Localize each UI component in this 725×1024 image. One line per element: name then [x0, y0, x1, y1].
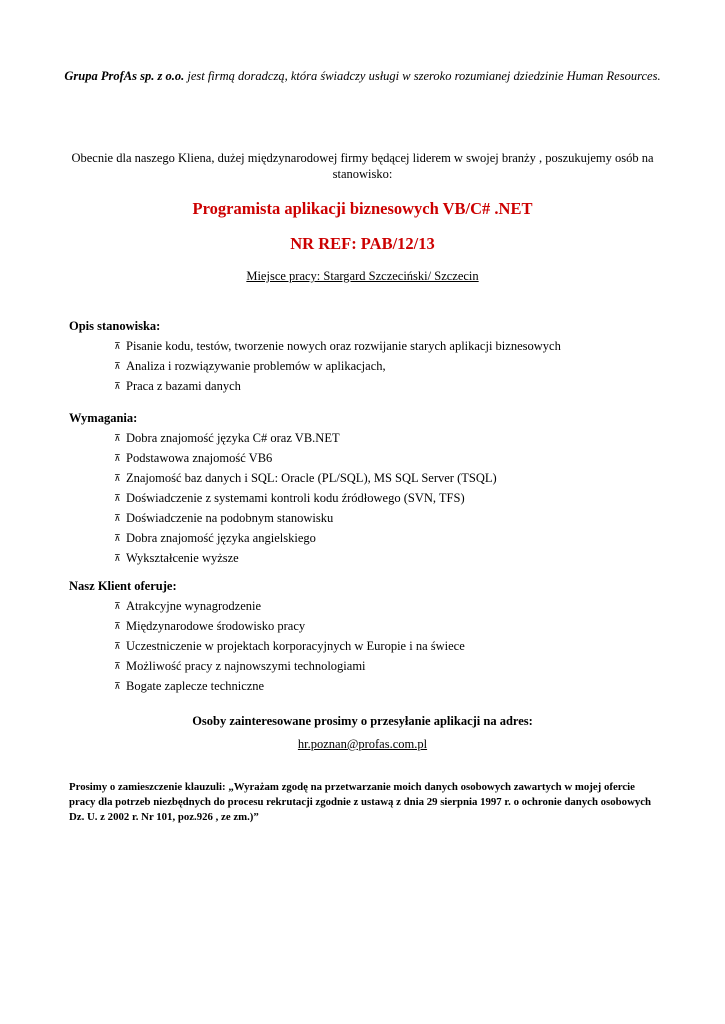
bullet-icon: ⊼	[114, 534, 121, 544]
bullet-list	[69, 429, 669, 569]
bullet-icon: ⊼	[114, 514, 121, 524]
list-item: ⊼ Uczestniczenie w projektach korporacyjnych w Europie i na świece	[114, 637, 669, 657]
list-item: ⊼ Analiza i rozwiązywanie problemów w aplikacjach,	[114, 357, 669, 377]
company-name: Grupa ProfAs sp. z o.o.	[64, 69, 185, 83]
list-item: ⊼ Dobra znajomość języka C# oraz VB.NET	[114, 429, 669, 449]
bullet-list	[69, 337, 669, 397]
company-intro	[60, 68, 665, 85]
list-item: ⊼ Możliwość pracy z najnowszymi technologiami	[114, 657, 669, 677]
section-heading: Wymagania:	[69, 411, 138, 425]
bullet-icon: ⊼	[114, 494, 121, 504]
list-item: ⊼ Praca z bazami danych	[114, 377, 669, 397]
intro-text: jest firmą doradczą, która świadczy usługi w szeroko rozumianej dziedzinie Human Resources.	[184, 69, 661, 83]
list-item: ⊼ Dobra znajomość języka angielskiego	[114, 529, 669, 549]
contact-title: Osoby zainteresowane prosimy o przesyłanie aplikacji na adres:	[192, 714, 533, 728]
bullet-icon: ⊼	[114, 434, 121, 444]
bullet-icon: ⊼	[114, 602, 121, 612]
section-heading: Opis stanowiska:	[69, 319, 161, 333]
section-job-description	[69, 318, 669, 397]
list-item: ⊼ Atrakcyjne wynagrodzenie	[114, 597, 669, 617]
privacy-clause: Prosimy o zamieszczenie klauzuli: „Wyrażam zgodę na przetwarzanie moich danych osobowych zawartych w mojej ofercie pracy dla potrzeb niezbędnych do procesu rekrutacji zgodnie z ustawą z dnia 29 sierpnia 1997 r. o ochronie danych osobowych Dz. U. z 2002 r. Nr 101, poz.926 , ze zm.)”	[69, 781, 652, 823]
bullet-icon: ⊼	[114, 362, 121, 372]
list-item: ⊼ Międzynarodowe środowisko pracy	[114, 617, 669, 637]
bullet-icon: ⊼	[114, 642, 121, 652]
bullet-icon: ⊼	[114, 382, 121, 392]
list-item: ⊼ Doświadczenie na podobnym stanowisku	[114, 509, 669, 529]
list-item: ⊼ Pisanie kodu, testów, tworzenie nowych oraz rozwijanie starych aplikacji biznesowych	[114, 337, 669, 357]
job-title: Programista aplikacji biznesowych VB/C# .NET	[192, 199, 533, 218]
reference-number: NR REF: PAB/12/13	[290, 234, 435, 253]
list-item: ⊼ Doświadczenie z systemami kontroli kodu źródłowego (SVN, TFS)	[114, 489, 669, 509]
work-location: Miejsce pracy: Stargard Szczeciński/ Szczecin	[246, 269, 479, 283]
list-item: ⊼ Podstawowa znajomość VB6	[114, 449, 669, 469]
bullet-icon: ⊼	[114, 622, 121, 632]
bullet-icon: ⊼	[114, 342, 121, 352]
bullet-icon: ⊼	[114, 554, 121, 564]
bullet-icon: ⊼	[114, 454, 121, 464]
client-description: Obecnie dla naszego Kliena, dużej międzynarodowej firmy będącej liderem w swojej branży , poszukujemy osób na stanowisko:	[71, 151, 654, 181]
bullet-icon: ⊼	[114, 474, 121, 484]
section-requirements	[69, 410, 669, 569]
list-item: ⊼ Znajomość baz danych i SQL: Oracle (PL/SQL), MS SQL Server (TSQL)	[114, 469, 669, 489]
section-offer	[69, 578, 669, 697]
contact-email-link[interactable]: hr.poznan@profas.com.pl	[297, 737, 428, 751]
list-item: ⊼ Wykształcenie wyższe	[114, 549, 669, 569]
bullet-icon: ⊼	[114, 682, 121, 692]
list-item: ⊼ Bogate zaplecze techniczne	[114, 677, 669, 697]
section-heading: Nasz Klient oferuje:	[69, 579, 177, 593]
bullet-icon: ⊼	[114, 662, 121, 672]
bullet-list	[69, 597, 669, 697]
